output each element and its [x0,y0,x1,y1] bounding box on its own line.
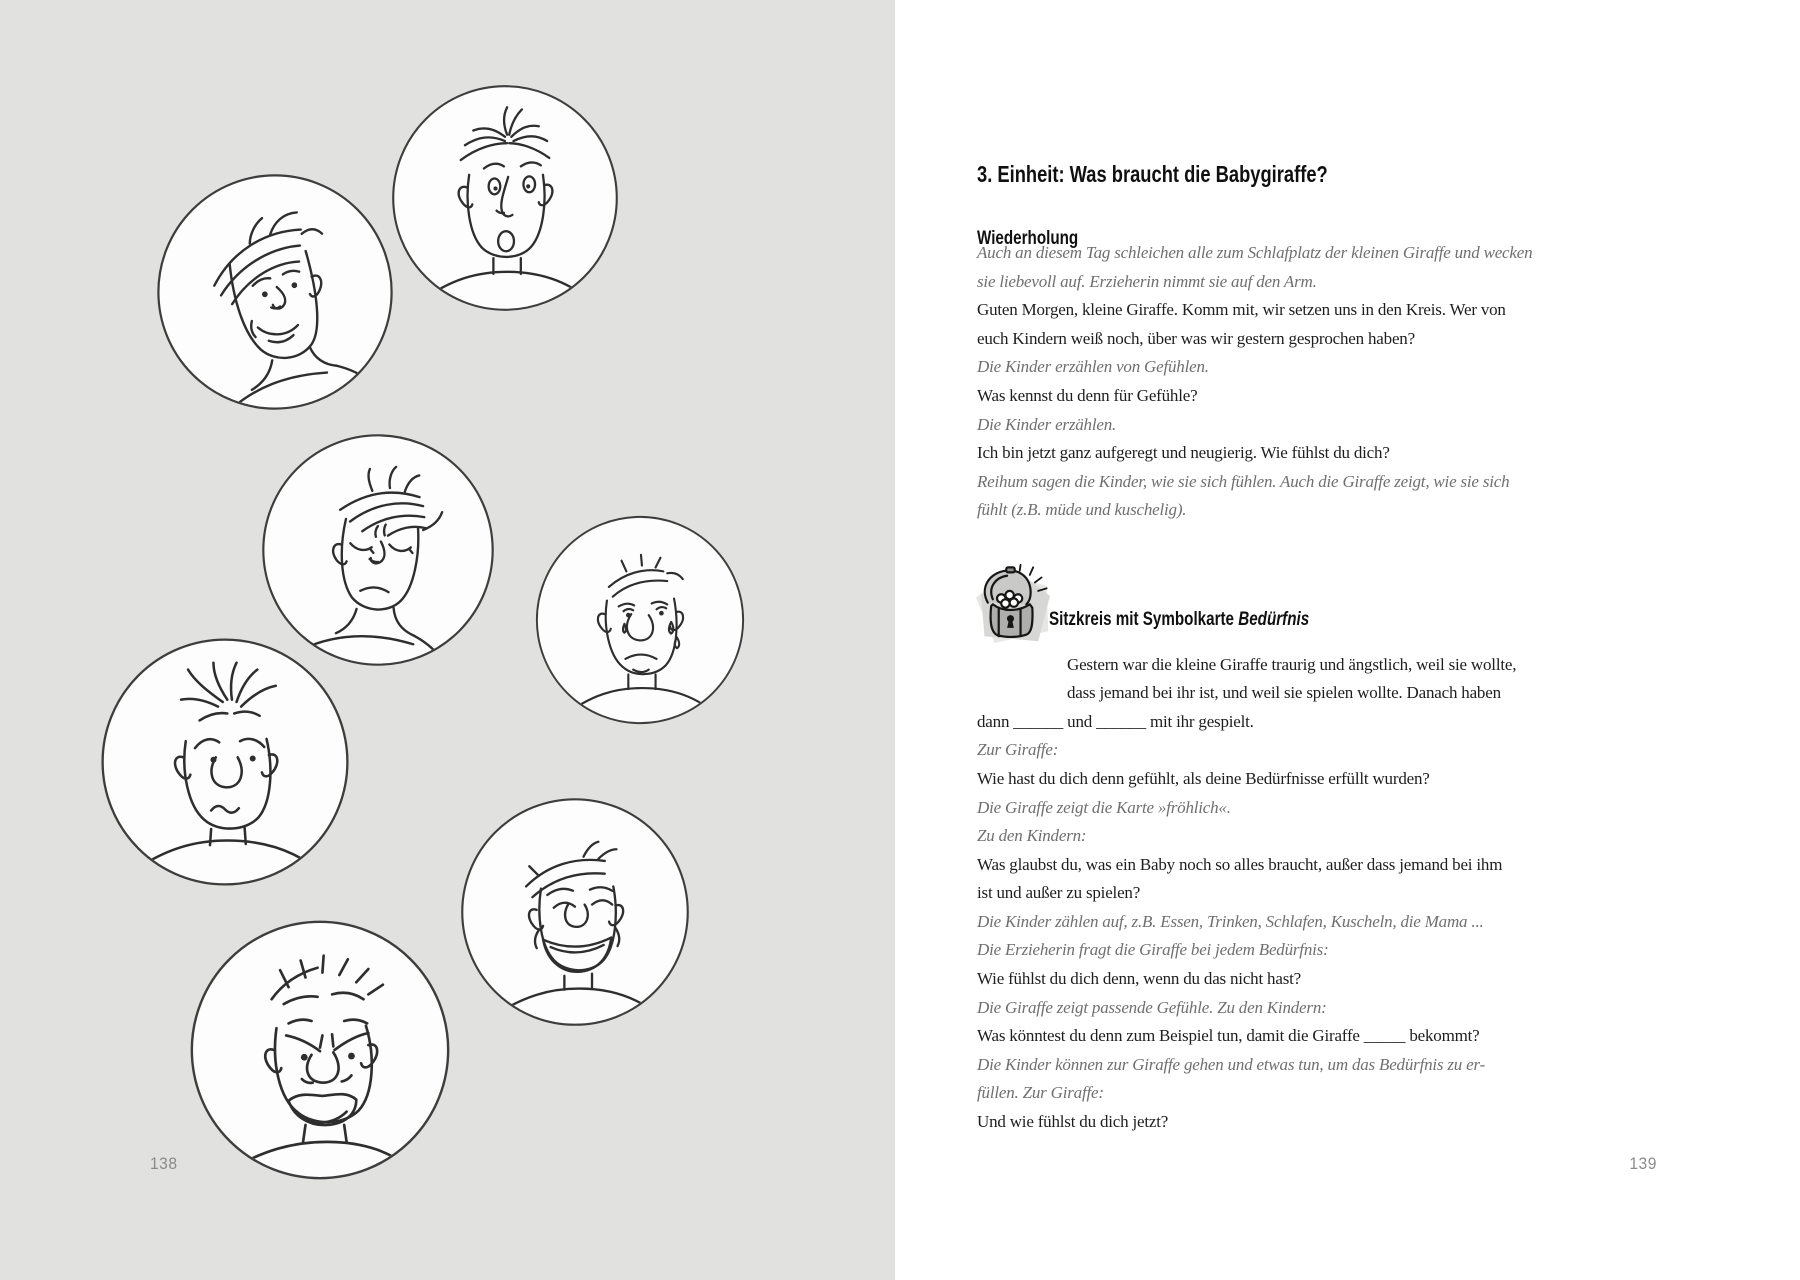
page-left [0,0,895,1280]
text-line: Zu den Kindern: [977,826,1087,846]
face-crying-icon [533,513,747,727]
text-line: Die Giraffe zeigt die Karte »fröhlich«. [977,797,1231,817]
text-line: Die Kinder erzählen. [977,414,1117,434]
text-line: Und wie fühlst du dich jetzt? [977,1112,1169,1132]
section-heading-text: Sitzkreis mit Symbolkarte [1049,608,1235,630]
text-line: Was könntest du denn zum Beispiel tun, damit die Giraffe _____ bekommt? [977,1026,1480,1046]
face-content-smiling-icon [154,171,396,413]
face-angry-icon [187,917,453,1183]
text-line: Die Giraffe zeigt passende Gefühle. Zu den Kindern: [977,997,1327,1017]
text-line: ist und außer zu spielen? [977,883,1141,903]
text-line: fühlt (z.B. müde und kuschelig). [977,500,1187,520]
text-line: Zur Giraffe: [977,740,1059,760]
page-number-left: 138 [150,1154,178,1173]
page-right [895,0,1800,1280]
page-number-right: 139 [1629,1154,1657,1173]
text-line: Die Kinder zählen auf, z.B. Essen, Trinken, Schlafen, Kuscheln, die Mama ... [977,911,1484,931]
text-line: Die Erzieherin fragt die Giraffe bei jedem Bedürfnis: [977,940,1329,960]
section-heading-wiederholung: Wiederholung [977,227,1079,249]
face-laughing-icon [458,795,692,1029]
text-line: Was glaubst du, was ein Baby noch so alles braucht, außer dass jemand bei ihm [977,854,1503,874]
text-line: Reihum sagen die Kinder, wie sie sich fühlen. Auch die Giraffe zeigt, wie sie sich [977,471,1510,491]
section-sitzkreis [977,589,1516,1137]
face-sleepy-icon [259,431,497,669]
text-line: Guten Morgen, kleine Giraffe. Komm mit, wir setzen uns in den Kreis. Wer von [977,300,1506,320]
text-line: sie liebevoll auf. Erzieherin nimmt sie auf den Arm. [977,271,1317,291]
text-line: Auch an diesem Tag schleichen alle zum Schlafplatz der kleinen Giraffe und wecken [977,243,1533,262]
text-line: Wie hast du dich denn gefühlt, als deine Bedürfnisse erfüllt wurden? [977,768,1430,788]
text-line: Die Kinder können zur Giraffe gehen und etwas tun, um das Bedürfnis zu er- [977,1054,1486,1074]
page-title: 3. Einheit: Was braucht die Babygiraffe? [977,160,1328,187]
text-line: dann ______ und ______ mit ihr gespielt. [977,711,1254,731]
section-wiederholung-text [977,239,1532,525]
text-line: dass jemand bei ihr ist, und weil sie spielen wollte. Danach haben [1067,683,1501,703]
text-line: Wie fühlst du dich denn, wenn du das nicht hast? [977,969,1301,989]
text-line: Die Kinder erzählen von Gefühlen. [977,357,1209,377]
face-worried-icon [98,635,352,889]
text-line: füllen. Zur Giraffe: [977,1083,1104,1103]
text-line: Was kennst du denn für Gefühle? [977,385,1198,405]
section-heading-emphasis: Bedürfnis [1238,608,1310,630]
section-heading-sitzkreis [977,605,1408,635]
text-line: euch Kindern weiß noch, über was wir gestern gesprochen haben? [977,328,1415,348]
text-line: Gestern war die kleine Giraffe traurig und ängstlich, weil sie wollte, [1067,654,1517,674]
text-line: Ich bin jetzt ganz aufgeregt und neugierig. Wie fühlst du dich? [977,443,1390,463]
face-surprised-icon [389,82,621,314]
